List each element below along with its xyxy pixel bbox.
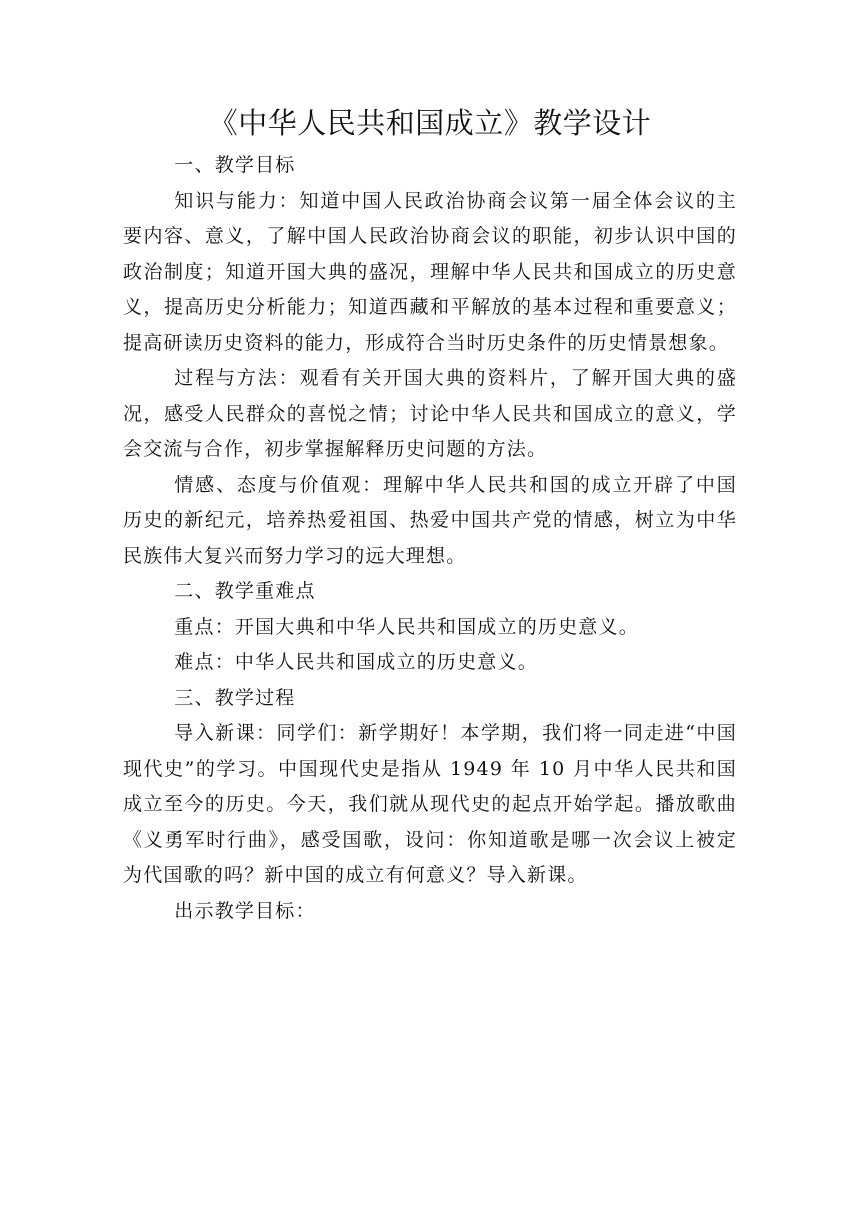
paragraph-knowledge-ability: 知识与能力：知道中国人民政治协商会议第一届全体会议的主要内容、意义，了解中国人民政治协商会议的职能，初步认识中国的政治制度；知道开国大典的盛况，理解中华人民共和国成立的历史意义，提高历史分析能力；知道西藏和平解放的基本过程和重要意义；提高研读历史资料的能力，形成符合当时历史条件的历史情景想象。 [123,189,737,354]
section-heading-objectives: 一、教学目标 [174,154,296,176]
section-heading-process: 三、教学过程 [174,686,296,709]
paragraph-introduction: 导入新课：同学们：新学期好！本学期，我们将一同走进“中国现代史”的学习。中国现代史是指从 1949 年 10 月中华人民共和国成立至今的历史。今天，我们就从现代史的起点开始学起。播放歌曲《义勇军时行曲》，感受国歌，设问：你知道歌是哪一次会议上被定为代国歌的吗？新中国的成立有何意义？导入新课。 [123,722,737,886]
paragraph-emotion-values: 情感、态度与价值观：理解中华人民共和国的成立开辟了中国历史的新纪元，培养热爱祖国、热爱中国共产党的情感，树立为中华民族伟大复兴而努力学习的远大理想。 [123,473,737,567]
document-body [123,98,737,929]
paragraph-difficult-point: 难点：中华人民共和国成立的历史意义。 [174,651,538,673]
document-title: 《中华人民共和国成立》教学设计 [208,106,652,140]
paragraph-show-objectives: 出示教学目标： [174,899,316,922]
paragraph-key-point: 重点：开国大典和中华人民共和国成立的历史意义。 [174,615,639,638]
paragraph-process-method: 过程与方法：观看有关开国大典的资料片，了解开国大典的盛况，感受人民群众的喜悦之情；讨论中华人民共和国成立的意义，学会交流与合作，初步掌握解释历史问题的方法。 [123,367,737,460]
section-heading-key-points: 二、教学重难点 [174,580,316,602]
